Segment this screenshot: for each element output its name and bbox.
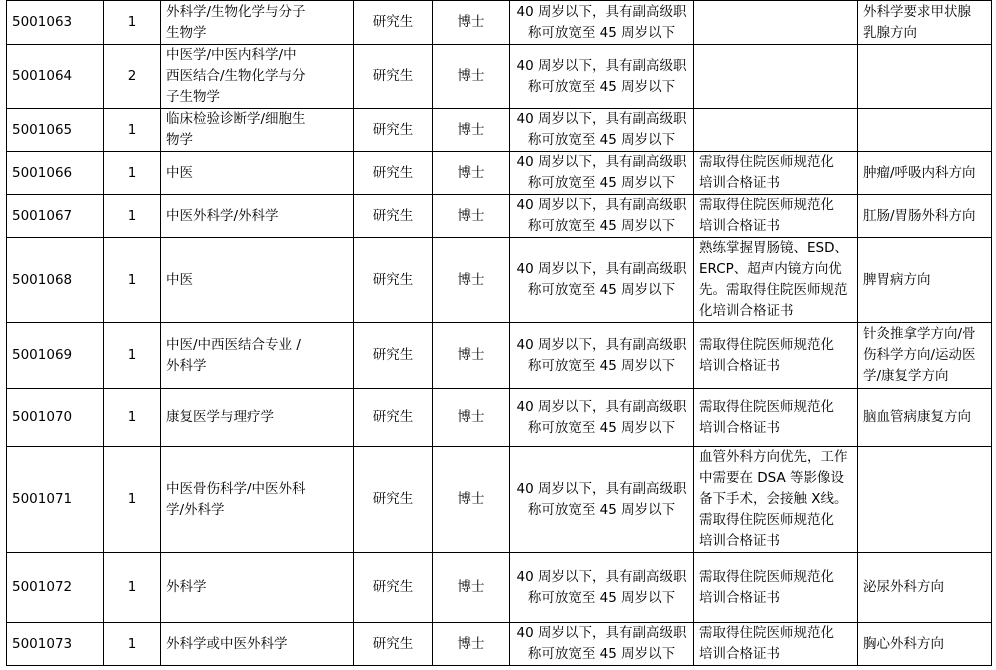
major-cell: 中医骨伤科学/中医外科 学/外科学: [161, 447, 354, 553]
position-code-cell: 5001068: [7, 238, 104, 323]
degree-cell: 博士: [433, 109, 510, 152]
headcount-cell: 1: [104, 323, 161, 389]
headcount-cell: 2: [104, 45, 161, 109]
major-cell: 外科学/生物化学与分子 生物学: [161, 1, 354, 45]
major-cell: 康复医学与理疗学: [161, 389, 354, 447]
table-row: [7, 447, 992, 553]
education-cell: 研究生: [354, 553, 433, 623]
age-requirement-cell: 40 周岁以下，具有副高级职 称可放宽至 45 周岁以下: [510, 623, 694, 666]
other-requirement-cell: 血管外科方向优先，工作 中需要在 DSA 等影像设 备下手术，会接触 X线。 需取得住院医师规范化 培训合格证书: [694, 447, 858, 553]
major-cell: 临床检验诊断学/细胞生 物学: [161, 109, 354, 152]
position-code-cell: 5001072: [7, 553, 104, 623]
age-requirement-cell: 40 周岁以下，具有副高级职 称可放宽至 45 周岁以下: [510, 1, 694, 45]
education-cell: 研究生: [354, 623, 433, 666]
education-cell: 研究生: [354, 1, 433, 45]
age-requirement-cell: 40 周岁以下，具有副高级职 称可放宽至 45 周岁以下: [510, 109, 694, 152]
direction-cell: 胸心外科方向: [858, 623, 992, 666]
direction-cell: [858, 45, 992, 109]
table-row: [7, 323, 992, 389]
degree-cell: 博士: [433, 389, 510, 447]
degree-cell: 博士: [433, 195, 510, 238]
table-row: [7, 553, 992, 623]
education-cell: 研究生: [354, 323, 433, 389]
headcount-cell: 1: [104, 389, 161, 447]
age-requirement-cell: 40 周岁以下，具有副高级职 称可放宽至 45 周岁以下: [510, 238, 694, 323]
position-code-cell: 5001067: [7, 195, 104, 238]
direction-cell: [858, 109, 992, 152]
positions-table: [6, 0, 992, 666]
table-row: [7, 109, 992, 152]
position-code-cell: 5001065: [7, 109, 104, 152]
direction-cell: 针灸推拿学方向/骨 伤科学方向/运动医 学/康复学方向: [858, 323, 992, 389]
direction-cell: 外科学要求甲状腺 乳腺方向: [858, 1, 992, 45]
headcount-cell: 1: [104, 1, 161, 45]
degree-cell: 博士: [433, 447, 510, 553]
table-row: [7, 238, 992, 323]
age-requirement-cell: 40 周岁以下，具有副高级职 称可放宽至 45 周岁以下: [510, 553, 694, 623]
direction-cell: [858, 447, 992, 553]
position-code-cell: 5001069: [7, 323, 104, 389]
direction-cell: 泌尿外科方向: [858, 553, 992, 623]
position-code-cell: 5001064: [7, 45, 104, 109]
major-cell: 中医学/中医内科学/中 西医结合/生物化学与分 子生物学: [161, 45, 354, 109]
education-cell: 研究生: [354, 389, 433, 447]
major-cell: 中医/中西医结合专业 / 外科学: [161, 323, 354, 389]
table-row: [7, 623, 992, 666]
table-row: [7, 45, 992, 109]
position-code-cell: 5001070: [7, 389, 104, 447]
headcount-cell: 1: [104, 109, 161, 152]
age-requirement-cell: 40 周岁以下，具有副高级职 称可放宽至 45 周岁以下: [510, 45, 694, 109]
major-cell: 外科学或中医外科学: [161, 623, 354, 666]
direction-cell: 肛肠/胃肠外科方向: [858, 195, 992, 238]
education-cell: 研究生: [354, 238, 433, 323]
headcount-cell: 1: [104, 447, 161, 553]
education-cell: 研究生: [354, 109, 433, 152]
other-requirement-cell: 需取得住院医师规范化 培训合格证书: [694, 195, 858, 238]
age-requirement-cell: 40 周岁以下，具有副高级职 称可放宽至 45 周岁以下: [510, 195, 694, 238]
degree-cell: 博士: [433, 323, 510, 389]
major-cell: 外科学: [161, 553, 354, 623]
degree-cell: 博士: [433, 553, 510, 623]
age-requirement-cell: 40 周岁以下，具有副高级职 称可放宽至 45 周岁以下: [510, 447, 694, 553]
degree-cell: 博士: [433, 152, 510, 195]
direction-cell: 肿瘤/呼吸内科方向: [858, 152, 992, 195]
degree-cell: 博士: [433, 1, 510, 45]
direction-cell: 脑血管病康复方向: [858, 389, 992, 447]
table-row: [7, 1, 992, 45]
table-row: [7, 152, 992, 195]
degree-cell: 博士: [433, 623, 510, 666]
position-code-cell: 5001063: [7, 1, 104, 45]
major-cell: 中医: [161, 152, 354, 195]
other-requirement-cell: [694, 109, 858, 152]
age-requirement-cell: 40 周岁以下，具有副高级职 称可放宽至 45 周岁以下: [510, 389, 694, 447]
other-requirement-cell: 需取得住院医师规范化 培训合格证书: [694, 623, 858, 666]
other-requirement-cell: 需取得住院医师规范化 培训合格证书: [694, 323, 858, 389]
degree-cell: 博士: [433, 238, 510, 323]
headcount-cell: 1: [104, 623, 161, 666]
major-cell: 中医外科学/外科学: [161, 195, 354, 238]
position-code-cell: 5001066: [7, 152, 104, 195]
other-requirement-cell: [694, 45, 858, 109]
table-row: [7, 195, 992, 238]
position-code-cell: 5001073: [7, 623, 104, 666]
headcount-cell: 1: [104, 152, 161, 195]
education-cell: 研究生: [354, 45, 433, 109]
education-cell: 研究生: [354, 447, 433, 553]
age-requirement-cell: 40 周岁以下，具有副高级职 称可放宽至 45 周岁以下: [510, 323, 694, 389]
headcount-cell: 1: [104, 238, 161, 323]
age-requirement-cell: 40 周岁以下，具有副高级职 称可放宽至 45 周岁以下: [510, 152, 694, 195]
table-row: [7, 389, 992, 447]
other-requirement-cell: 需取得住院医师规范化 培训合格证书: [694, 389, 858, 447]
headcount-cell: 1: [104, 195, 161, 238]
education-cell: 研究生: [354, 152, 433, 195]
other-requirement-cell: [694, 1, 858, 45]
direction-cell: 脾胃病方向: [858, 238, 992, 323]
headcount-cell: 1: [104, 553, 161, 623]
major-cell: 中医: [161, 238, 354, 323]
education-cell: 研究生: [354, 195, 433, 238]
other-requirement-cell: 需取得住院医师规范化 培训合格证书: [694, 152, 858, 195]
position-code-cell: 5001071: [7, 447, 104, 553]
degree-cell: 博士: [433, 45, 510, 109]
other-requirement-cell: 熟练掌握胃肠镜、ESD、 ERCP、超声内镜方向优 先。需取得住院医师规范 化培训合格证书: [694, 238, 858, 323]
other-requirement-cell: 需取得住院医师规范化 培训合格证书: [694, 553, 858, 623]
